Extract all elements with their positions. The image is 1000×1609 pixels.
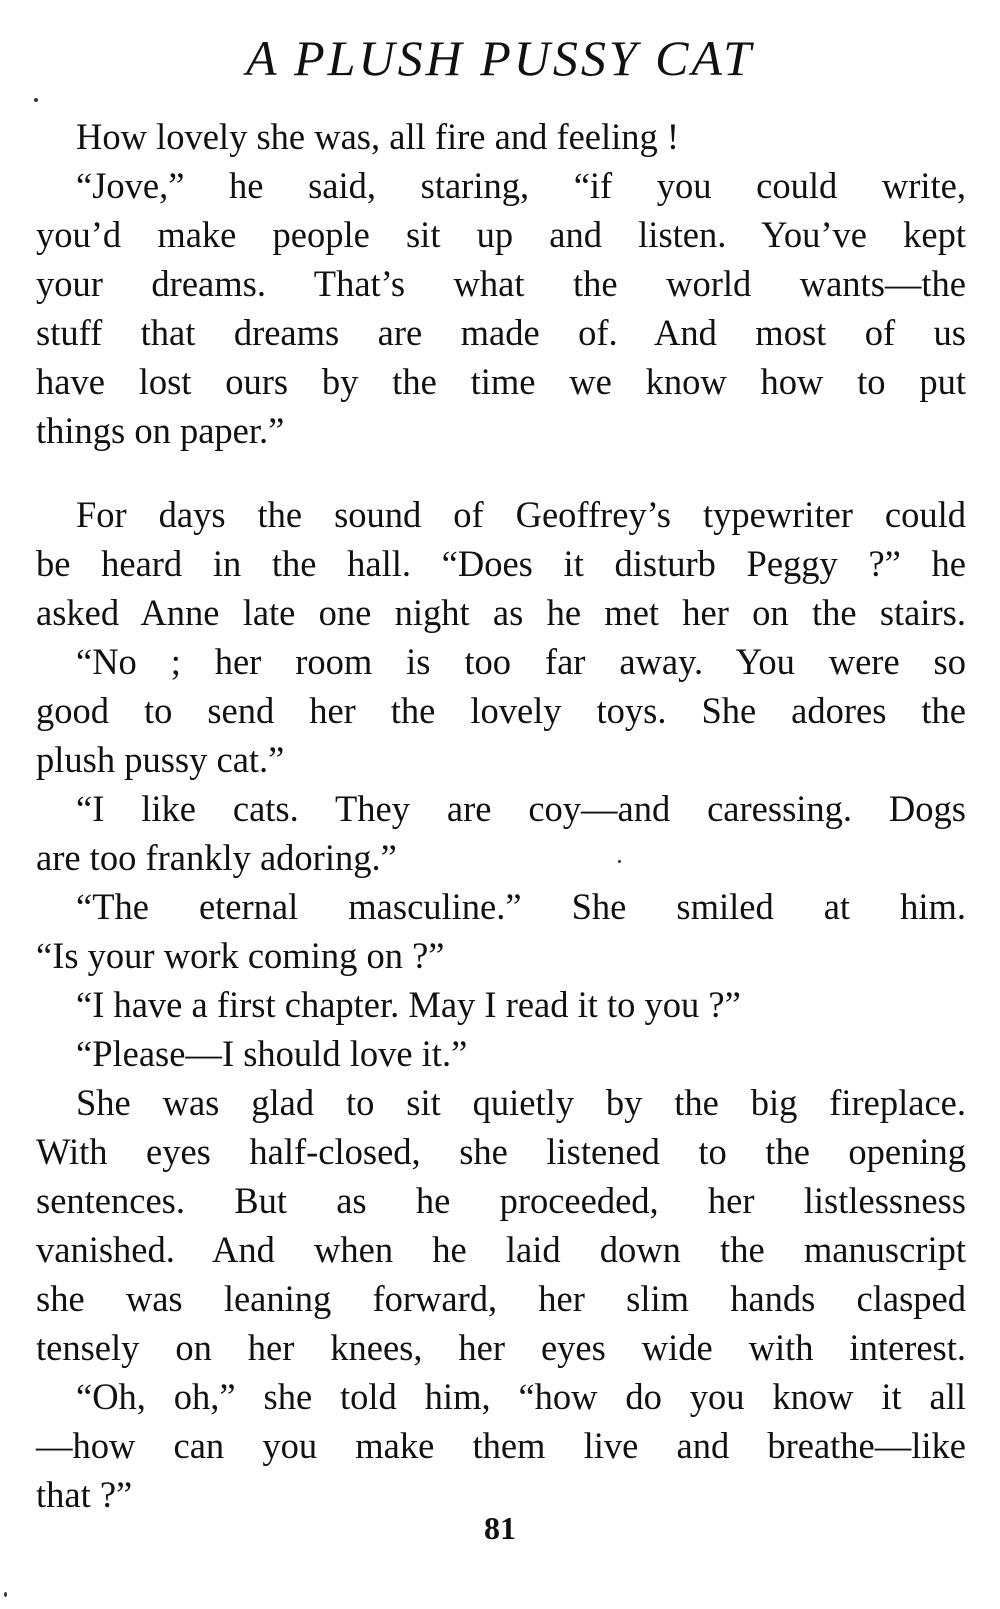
text-line: —how can you make them live and breathe—like	[36, 1425, 966, 1466]
text-line: be heard in the hall. “Does it disturb Peggy ?” he	[36, 543, 966, 584]
text-line: have lost ours by the time we know how to put	[36, 361, 966, 402]
ink-speck	[618, 860, 621, 863]
text-line: stuff that dreams are made of. And most of us	[36, 312, 966, 353]
text-block-main	[36, 490, 966, 1519]
text-line: vanished. And when he laid down the manuscript	[36, 1229, 966, 1270]
text-line: “Is your work coming on ?”	[36, 935, 445, 976]
page-number: 81	[484, 1510, 516, 1546]
text-line: “No ; her room is too far away. You were so	[76, 641, 966, 682]
text-line: With eyes half-closed, she listened to the opening	[36, 1131, 966, 1172]
text-line: things on paper.”	[36, 410, 285, 451]
text-line: good to send her the lovely toys. She adores the	[36, 690, 966, 731]
text-line: sentences. But as he proceeded, her listlessness	[36, 1180, 966, 1221]
text-line: “Please—I should love it.”	[76, 1033, 468, 1074]
running-head: A PLUSH PUSSY CAT	[245, 30, 754, 86]
text-line: plush pussy cat.”	[36, 739, 285, 780]
text-line: How lovely she was, all fire and feeling !	[76, 116, 680, 157]
text-line: “Jove,” he said, staring, “if you could write,	[76, 165, 966, 206]
text-line: you’d make people sit up and listen. You’ve kept	[36, 214, 966, 255]
ink-speck	[34, 98, 38, 102]
text-line: tensely on her knees, her eyes wide with interest.	[36, 1327, 966, 1368]
ink-speck	[4, 1592, 7, 1597]
text-line: “I like cats. They are coy—and caressing. Dogs	[76, 788, 966, 829]
text-line: “The eternal masculine.” She smiled at him.	[76, 886, 966, 927]
text-line: she was leaning forward, her slim hands clasped	[36, 1278, 966, 1319]
text-block-opening	[36, 112, 966, 455]
text-line: “I have a first chapter. May I read it to you ?”	[76, 984, 741, 1025]
text-line: that ?”	[36, 1474, 133, 1515]
text-line: are too frankly adoring.”	[36, 837, 397, 878]
text-line: “Oh, oh,” she told him, “how do you know it all	[76, 1376, 966, 1417]
text-line: For days the sound of Geoffrey’s typewriter could	[76, 494, 966, 535]
text-line: asked Anne late one night as he met her on the stairs.	[36, 592, 966, 633]
text-line: She was glad to sit quietly by the big fireplace.	[76, 1082, 966, 1123]
text-line: your dreams. That’s what the world wants—the	[36, 263, 966, 304]
